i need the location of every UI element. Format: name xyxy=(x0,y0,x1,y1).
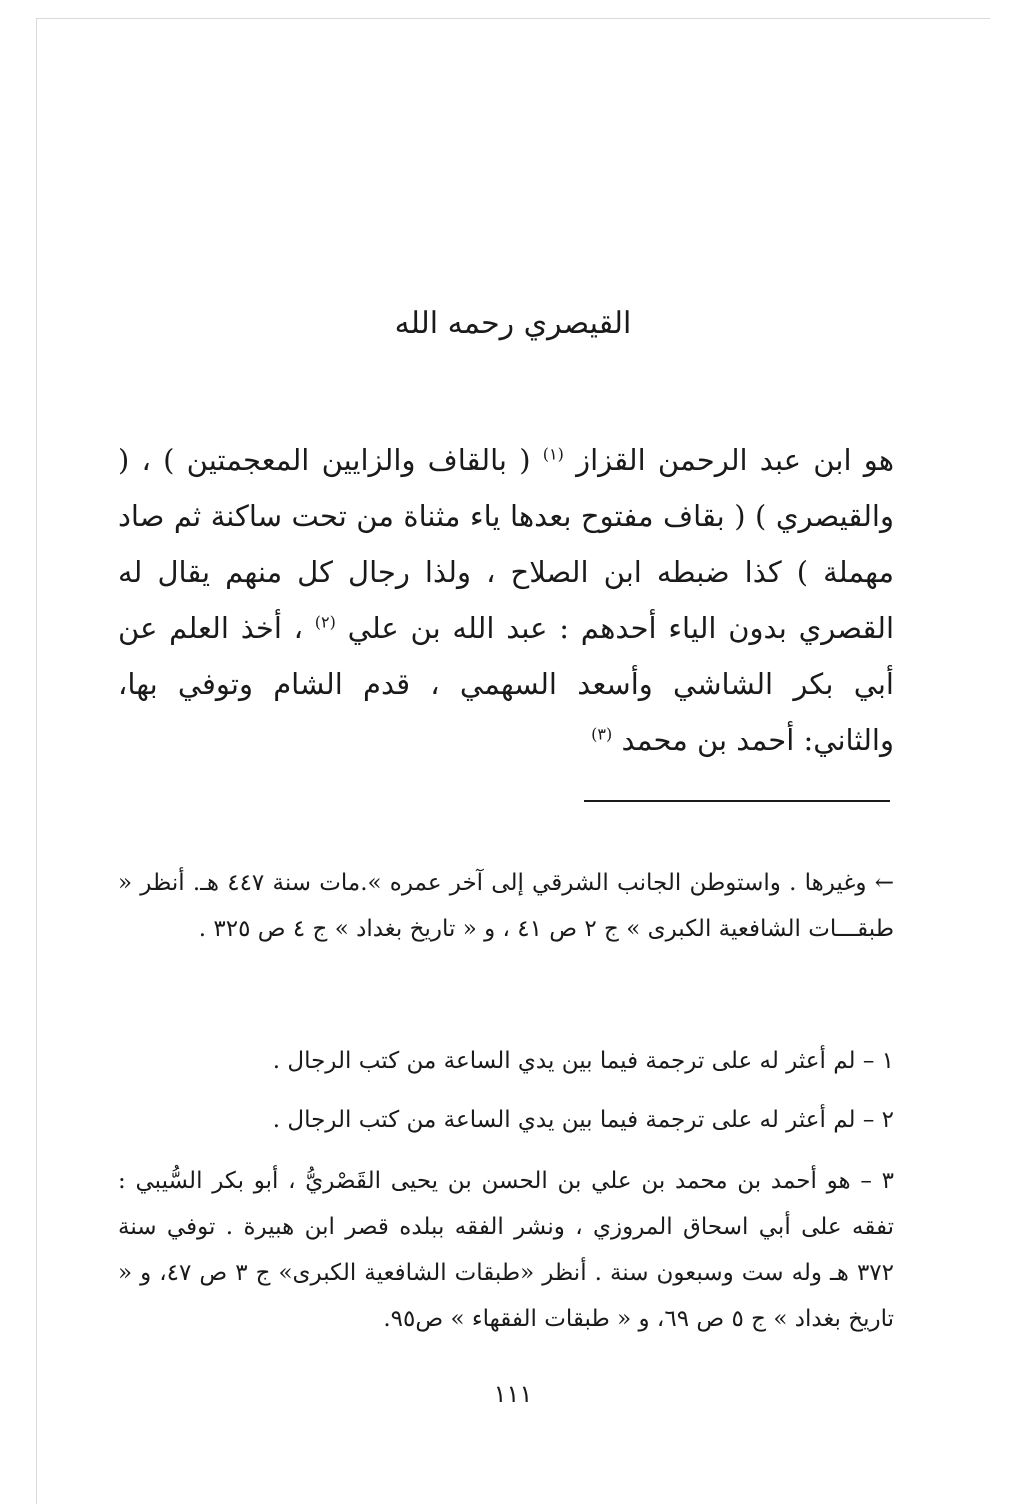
footnote-continued-text: ← وغيرها . واستوطن الجانب الشرقي إلى آخر عمره ».مات سنة ٤٤٧ هـ. أنظر « طبقـــات الشافعية الكبرى » ج ٢ ص ٤١ ، و « تاريخ بغداد » ج ٤ ص ٣٢٥ . xyxy=(118,870,894,942)
footnote-continued xyxy=(118,860,894,952)
footnote-ref-1: (١) xyxy=(542,444,564,464)
body-text-part-1: هو ابن عبد الرحمن القزاز xyxy=(576,443,895,477)
body-text-part-2: ( بالقاف والزايين المعجمتين ) ، ( والقيصري ) ( بقاف مفتوح بعدها ياء مثناة من تحت ساكنة ثم صاد مهملة ) كذا ضبطه ابن الصلاح ، ولذا رجال كل منهم يقال له القصري بدون الياء أحدهم : عبد الله بن علي xyxy=(118,443,895,645)
footnote-ref-2: (٢) xyxy=(314,612,336,632)
main-paragraph xyxy=(118,432,894,768)
footnote-2-text: ٢ – لم أعثر له على ترجمة فيما بين يدي الساعة من كتب الرجال . xyxy=(272,1107,894,1133)
footnote-separator xyxy=(584,800,890,802)
footnote-2 xyxy=(118,1097,894,1143)
page-number: ١١١ xyxy=(493,1380,533,1408)
footnote-ref-3: (٣) xyxy=(591,724,613,744)
footnote-3 xyxy=(118,1158,894,1342)
footnote-3-text: ٣ – هو أحمد بن محمد بن علي بن الحسن بن يحيى القَصْريُّ ، أبو بكر السُّيبي : تفقه على أبي اسحاق المروزي ، ونشر الفقه ببلده قصر ابن هبيرة . توفي سنة ٣٧٢ هـ وله ست وسبعون سنة . أنظر «طبقات الشافعية الكبرى» ج ٣ ص ٤٧، و « تاريخ بغداد » ج ٥ ص ٦٩، و « طبقات الفقهاء » ص٩٥. xyxy=(118,1168,895,1332)
footnote-1 xyxy=(118,1038,894,1084)
body-text-part-3: ، أخذ العلم عن أبي بكر الشاشي وأسعد السهمي ، قدم الشام وتوفي بها، والثاني: أحمد بن محمد xyxy=(118,611,894,757)
page-title: القيصري رحمه الله xyxy=(394,306,632,341)
footnote-1-text: ١ – لم أعثر له على ترجمة فيما بين يدي الساعة من كتب الرجال . xyxy=(272,1048,894,1074)
